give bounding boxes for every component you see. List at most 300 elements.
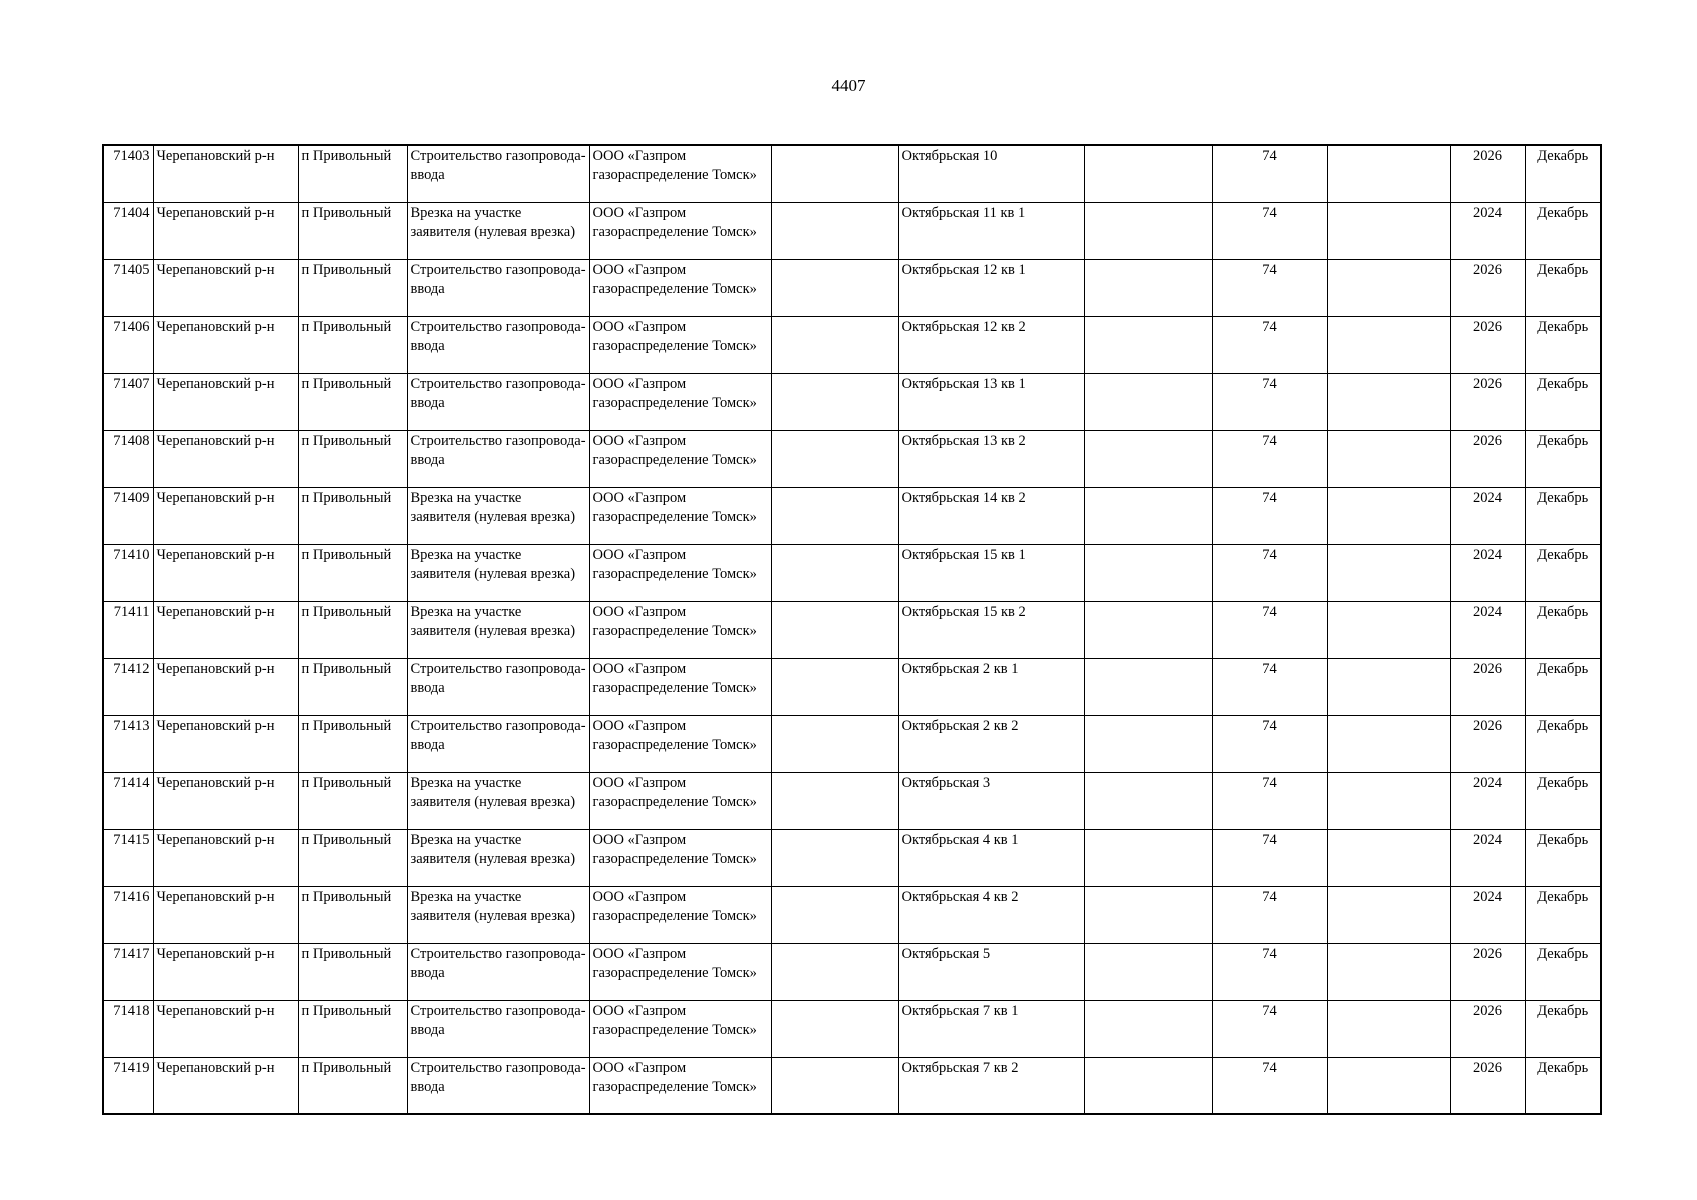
work-type-line-1: Строительство газопровода- <box>410 375 586 392</box>
row-id-cell <box>103 886 153 943</box>
month: Декабрь <box>1537 204 1589 221</box>
address-cell <box>898 829 1084 886</box>
empty-cell-3 <box>1327 430 1450 487</box>
address-cell <box>898 259 1084 316</box>
row-id-cell <box>103 772 153 829</box>
work-type-line-1: Строительство газопровода- <box>410 432 586 449</box>
value-cell <box>1212 1000 1327 1057</box>
empty-cell-2 <box>1084 259 1212 316</box>
page-number: 4407 <box>831 76 866 95</box>
organization-line-2: газораспределение Томск» <box>592 167 757 183</box>
row-id-cell <box>103 316 153 373</box>
work-type-line-2: ввода <box>410 679 445 696</box>
settlement-cell <box>298 886 407 943</box>
value: 74 <box>1262 660 1277 677</box>
work-type-cell <box>407 316 589 373</box>
month: Декабрь <box>1537 717 1589 734</box>
empty-cell-2 <box>1084 658 1212 715</box>
year: 2024 <box>1473 204 1502 221</box>
month: Декабрь <box>1537 318 1589 335</box>
month-cell <box>1525 886 1601 943</box>
organization-line-2: газораспределение Томск» <box>592 1078 757 1095</box>
row-id: 71416 <box>113 888 150 905</box>
year: 2026 <box>1473 261 1502 278</box>
address-cell <box>898 544 1084 601</box>
organization-line-1: ООО «Газпром <box>592 148 687 164</box>
value-cell <box>1212 601 1327 658</box>
district-cell <box>153 145 298 202</box>
empty-cell-3 <box>1327 601 1450 658</box>
year-cell <box>1450 487 1525 544</box>
settlement: п Привольный <box>301 1002 392 1019</box>
district-cell <box>153 259 298 316</box>
table-row <box>103 601 1601 658</box>
settlement: п Привольный <box>301 261 392 278</box>
month-cell <box>1525 487 1601 544</box>
row-id-cell <box>103 1000 153 1057</box>
empty-cell-1 <box>771 886 898 943</box>
work-type-cell <box>407 715 589 772</box>
settlement-cell <box>298 943 407 1000</box>
row-id-cell <box>103 373 153 430</box>
work-type-cell <box>407 601 589 658</box>
empty-cell-1 <box>771 202 898 259</box>
organization-line-1: ООО «Газпром <box>592 945 687 962</box>
year: 2026 <box>1473 318 1502 335</box>
address: Октябрьская 2 кв 1 <box>901 660 1019 677</box>
address: Октябрьская 3 <box>901 774 991 791</box>
organization-line-1: ООО «Газпром <box>592 261 687 278</box>
address-cell <box>898 487 1084 544</box>
work-type-line-2: ввода <box>410 736 445 753</box>
organization-line-1: ООО «Газпром <box>592 831 687 848</box>
settlement: п Привольный <box>301 774 392 791</box>
work-type-cell <box>407 430 589 487</box>
empty-cell-2 <box>1084 202 1212 259</box>
row-id: 71405 <box>113 261 150 278</box>
table-row <box>103 202 1601 259</box>
month: Декабрь <box>1537 774 1589 791</box>
organization-line-1: ООО «Газпром <box>592 546 687 563</box>
district: Черепановский р-н <box>156 888 275 905</box>
district-cell <box>153 202 298 259</box>
address-cell <box>898 601 1084 658</box>
empty-cell-1 <box>771 829 898 886</box>
year: 2026 <box>1473 945 1502 962</box>
district: Черепановский р-н <box>156 204 275 221</box>
district-cell <box>153 544 298 601</box>
value-cell <box>1212 1057 1327 1114</box>
organization-line-1: ООО «Газпром <box>592 375 687 392</box>
address: Октябрьская 13 кв 2 <box>901 432 1026 449</box>
year: 2024 <box>1473 603 1502 620</box>
settlement-cell <box>298 544 407 601</box>
month-cell <box>1525 601 1601 658</box>
work-type-line-2: заявителя (нулевая врезка) <box>410 565 576 582</box>
address-cell <box>898 1057 1084 1114</box>
value: 74 <box>1262 774 1277 791</box>
organization-line-1: ООО «Газпром <box>592 1002 687 1019</box>
work-type-cell <box>407 202 589 259</box>
empty-cell-3 <box>1327 772 1450 829</box>
district: Черепановский р-н <box>156 1059 275 1076</box>
address: Октябрьская 10 <box>901 148 998 164</box>
work-type-line-2: заявителя (нулевая врезка) <box>410 622 576 639</box>
work-type-line-1: Врезка на участке <box>410 774 522 791</box>
settlement: п Привольный <box>301 432 392 449</box>
district: Черепановский р-н <box>156 603 275 620</box>
organization-cell <box>589 715 771 772</box>
settlement: п Привольный <box>301 660 392 677</box>
year-cell <box>1450 772 1525 829</box>
value: 74 <box>1262 888 1277 905</box>
settlement-cell <box>298 601 407 658</box>
value-cell <box>1212 430 1327 487</box>
district: Черепановский р-н <box>156 261 275 278</box>
organization-line-1: ООО «Газпром <box>592 204 687 221</box>
district-cell <box>153 772 298 829</box>
work-type-cell <box>407 544 589 601</box>
address-cell <box>898 943 1084 1000</box>
empty-cell-3 <box>1327 544 1450 601</box>
organization-line-2: газораспределение Томск» <box>592 337 757 354</box>
empty-cell-2 <box>1084 316 1212 373</box>
empty-cell-1 <box>771 430 898 487</box>
register-body <box>103 145 1601 1114</box>
organization-line-2: газораспределение Томск» <box>592 394 757 411</box>
settlement-cell <box>298 145 407 202</box>
organization-line-1: ООО «Газпром <box>592 774 687 791</box>
month-cell <box>1525 316 1601 373</box>
year: 2026 <box>1473 432 1502 449</box>
organization-line-2: газораспределение Томск» <box>592 223 757 240</box>
district-cell <box>153 1057 298 1114</box>
organization-cell <box>589 1000 771 1057</box>
work-type-line-1: Врезка на участке <box>410 546 522 563</box>
year: 2026 <box>1473 1059 1502 1076</box>
value: 74 <box>1262 318 1277 335</box>
year: 2024 <box>1473 774 1502 791</box>
month: Декабрь <box>1537 546 1589 563</box>
address-cell <box>898 373 1084 430</box>
month-cell <box>1525 430 1601 487</box>
work-type-line-1: Врезка на участке <box>410 204 522 221</box>
organization-line-2: газораспределение Томск» <box>592 1021 757 1038</box>
year: 2024 <box>1473 489 1502 506</box>
empty-cell-1 <box>771 1000 898 1057</box>
settlement: п Привольный <box>301 603 392 620</box>
district-cell <box>153 658 298 715</box>
year-cell <box>1450 145 1525 202</box>
address: Октябрьская 15 кв 2 <box>901 603 1026 620</box>
value-cell <box>1212 202 1327 259</box>
empty-cell-2 <box>1084 829 1212 886</box>
row-id: 71408 <box>113 432 150 449</box>
settlement: п Привольный <box>301 375 392 392</box>
empty-cell-2 <box>1084 943 1212 1000</box>
organization-line-1: ООО «Газпром <box>592 489 687 506</box>
row-id-cell <box>103 259 153 316</box>
empty-cell-2 <box>1084 430 1212 487</box>
empty-cell-2 <box>1084 715 1212 772</box>
value: 74 <box>1262 261 1277 278</box>
district: Черепановский р-н <box>156 432 275 449</box>
table-row <box>103 373 1601 430</box>
month-cell <box>1525 943 1601 1000</box>
empty-cell-3 <box>1327 487 1450 544</box>
organization-line-1: ООО «Газпром <box>592 1059 687 1076</box>
row-id-cell <box>103 145 153 202</box>
organization-line-1: ООО «Газпром <box>592 888 687 905</box>
organization-cell <box>589 544 771 601</box>
row-id: 71413 <box>113 717 150 734</box>
empty-cell-2 <box>1084 601 1212 658</box>
organization-line-2: газораспределение Томск» <box>592 679 757 696</box>
work-type-cell <box>407 658 589 715</box>
settlement-cell <box>298 430 407 487</box>
district: Черепановский р-н <box>156 318 275 335</box>
year: 2024 <box>1473 546 1502 563</box>
address: Октябрьская 7 кв 2 <box>901 1059 1019 1076</box>
address-cell <box>898 316 1084 373</box>
value: 74 <box>1262 717 1277 734</box>
month-cell <box>1525 373 1601 430</box>
work-type-line-1: Строительство газопровода- <box>410 945 586 962</box>
year-cell <box>1450 202 1525 259</box>
year: 2026 <box>1473 717 1502 734</box>
district-cell <box>153 1000 298 1057</box>
settlement-cell <box>298 259 407 316</box>
empty-cell-3 <box>1327 886 1450 943</box>
address: Октябрьская 14 кв 2 <box>901 489 1026 506</box>
district-cell <box>153 715 298 772</box>
value: 74 <box>1262 945 1277 962</box>
work-type-line-2: ввода <box>410 394 445 411</box>
district: Черепановский р-н <box>156 1002 275 1019</box>
row-id: 71412 <box>113 660 150 677</box>
organization-line-1: ООО «Газпром <box>592 717 687 734</box>
table-row <box>103 430 1601 487</box>
address: Октябрьская 11 кв 1 <box>901 204 1026 221</box>
month-cell <box>1525 829 1601 886</box>
year: 2026 <box>1473 148 1502 164</box>
settlement: п Привольный <box>301 888 392 905</box>
table-row <box>103 316 1601 373</box>
empty-cell-3 <box>1327 658 1450 715</box>
work-type-line-1: Строительство газопровода- <box>410 148 586 164</box>
table-row <box>103 544 1601 601</box>
empty-cell-2 <box>1084 1000 1212 1057</box>
year-cell <box>1450 658 1525 715</box>
organization-line-2: газораспределение Томск» <box>592 565 757 582</box>
empty-cell-3 <box>1327 373 1450 430</box>
empty-cell-1 <box>771 1057 898 1114</box>
settlement: п Привольный <box>301 204 392 221</box>
row-id-cell <box>103 487 153 544</box>
empty-cell-2 <box>1084 145 1212 202</box>
organization-line-2: газораспределение Томск» <box>592 736 757 753</box>
work-type-line-2: заявителя (нулевая врезка) <box>410 508 576 525</box>
value-cell <box>1212 658 1327 715</box>
empty-cell-1 <box>771 544 898 601</box>
district: Черепановский р-н <box>156 489 275 506</box>
address-cell <box>898 772 1084 829</box>
value-cell <box>1212 544 1327 601</box>
table-row <box>103 1000 1601 1057</box>
month-cell <box>1525 145 1601 202</box>
table-row <box>103 259 1601 316</box>
empty-cell-1 <box>771 601 898 658</box>
empty-cell-2 <box>1084 772 1212 829</box>
value-cell <box>1212 943 1327 1000</box>
work-type-line-1: Врезка на участке <box>410 888 522 905</box>
district-cell <box>153 886 298 943</box>
empty-cell-1 <box>771 487 898 544</box>
value-cell <box>1212 886 1327 943</box>
settlement-cell <box>298 487 407 544</box>
month: Декабрь <box>1537 1002 1589 1019</box>
year-cell <box>1450 1057 1525 1114</box>
district: Черепановский р-н <box>156 774 275 791</box>
address: Октябрьская 12 кв 1 <box>901 261 1026 278</box>
settlement: п Привольный <box>301 318 392 335</box>
empty-cell-1 <box>771 658 898 715</box>
work-type-line-2: ввода <box>410 337 445 354</box>
row-id-cell <box>103 430 153 487</box>
table-row <box>103 715 1601 772</box>
work-type-cell <box>407 1057 589 1114</box>
organization-cell <box>589 202 771 259</box>
year-cell <box>1450 715 1525 772</box>
organization-cell <box>589 601 771 658</box>
table-row <box>103 829 1601 886</box>
empty-cell-3 <box>1327 259 1450 316</box>
empty-cell-3 <box>1327 1057 1450 1114</box>
address: Октябрьская 4 кв 2 <box>901 888 1019 905</box>
organization-line-2: газораспределение Томск» <box>592 793 757 810</box>
value: 74 <box>1262 432 1277 449</box>
address-cell <box>898 886 1084 943</box>
empty-cell-2 <box>1084 373 1212 430</box>
empty-cell-1 <box>771 373 898 430</box>
year-cell <box>1450 601 1525 658</box>
work-type-cell <box>407 1000 589 1057</box>
organization-cell <box>589 259 771 316</box>
empty-cell-1 <box>771 259 898 316</box>
work-type-line-2: ввода <box>410 167 445 183</box>
work-type-line-2: заявителя (нулевая врезка) <box>410 907 576 924</box>
address: Октябрьская 5 <box>901 945 991 962</box>
empty-cell-3 <box>1327 829 1450 886</box>
month-cell <box>1525 715 1601 772</box>
empty-cell-2 <box>1084 544 1212 601</box>
row-id: 71417 <box>113 945 150 962</box>
work-type-line-2: ввода <box>410 451 445 468</box>
value: 74 <box>1262 1002 1277 1019</box>
work-type-line-1: Строительство газопровода- <box>410 318 586 335</box>
address-cell <box>898 1000 1084 1057</box>
organization-line-1: ООО «Газпром <box>592 660 687 677</box>
organization-cell <box>589 829 771 886</box>
district-cell <box>153 430 298 487</box>
year-cell <box>1450 373 1525 430</box>
organization-cell <box>589 373 771 430</box>
settlement-cell <box>298 1000 407 1057</box>
work-type-line-1: Врезка на участке <box>410 489 522 506</box>
value-cell <box>1212 373 1327 430</box>
year-cell <box>1450 886 1525 943</box>
district: Черепановский р-н <box>156 660 275 677</box>
value: 74 <box>1262 1059 1277 1076</box>
value: 74 <box>1262 546 1277 563</box>
month-cell <box>1525 1000 1601 1057</box>
row-id: 71404 <box>113 204 150 221</box>
row-id: 71409 <box>113 489 150 506</box>
year: 2026 <box>1473 1002 1502 1019</box>
work-type-line-1: Врезка на участке <box>410 603 522 620</box>
district-cell <box>153 943 298 1000</box>
settlement: п Привольный <box>301 148 392 164</box>
address: Октябрьская 15 кв 1 <box>901 546 1026 563</box>
work-type-line-2: заявителя (нулевая врезка) <box>410 223 576 240</box>
organization-line-2: газораспределение Томск» <box>592 280 757 297</box>
month: Декабрь <box>1537 148 1589 164</box>
district-cell <box>153 373 298 430</box>
work-type-line-2: ввода <box>410 1078 445 1095</box>
value-cell <box>1212 772 1327 829</box>
district: Черепановский р-н <box>156 375 275 392</box>
empty-cell-3 <box>1327 145 1450 202</box>
work-type-cell <box>407 829 589 886</box>
settlement-cell <box>298 202 407 259</box>
settlement: п Привольный <box>301 831 392 848</box>
row-id-cell <box>103 829 153 886</box>
empty-cell-3 <box>1327 715 1450 772</box>
work-type-line-2: ввода <box>410 1021 445 1038</box>
value-cell <box>1212 145 1327 202</box>
row-id: 71403 <box>113 148 150 164</box>
address-cell <box>898 658 1084 715</box>
month-cell <box>1525 658 1601 715</box>
settlement-cell <box>298 1057 407 1114</box>
work-type-line-1: Строительство газопровода- <box>410 717 586 734</box>
organization-line-2: газораспределение Томск» <box>592 964 757 981</box>
organization-line-2: газораспределение Томск» <box>592 907 757 924</box>
work-type-cell <box>407 487 589 544</box>
value-cell <box>1212 487 1327 544</box>
year-cell <box>1450 544 1525 601</box>
row-id-cell <box>103 658 153 715</box>
value-cell <box>1212 259 1327 316</box>
month: Декабрь <box>1537 1059 1589 1076</box>
work-type-cell <box>407 145 589 202</box>
organization-cell <box>589 316 771 373</box>
value: 74 <box>1262 831 1277 848</box>
year-cell <box>1450 829 1525 886</box>
month: Декабрь <box>1537 945 1589 962</box>
address: Октябрьская 4 кв 1 <box>901 831 1019 848</box>
year: 2026 <box>1473 375 1502 392</box>
district-cell <box>153 316 298 373</box>
table-row <box>103 886 1601 943</box>
settlement-cell <box>298 829 407 886</box>
table-row <box>103 487 1601 544</box>
organization-cell <box>589 145 771 202</box>
row-id: 71418 <box>113 1002 150 1019</box>
address-cell <box>898 202 1084 259</box>
month-cell <box>1525 544 1601 601</box>
value: 74 <box>1262 148 1277 164</box>
